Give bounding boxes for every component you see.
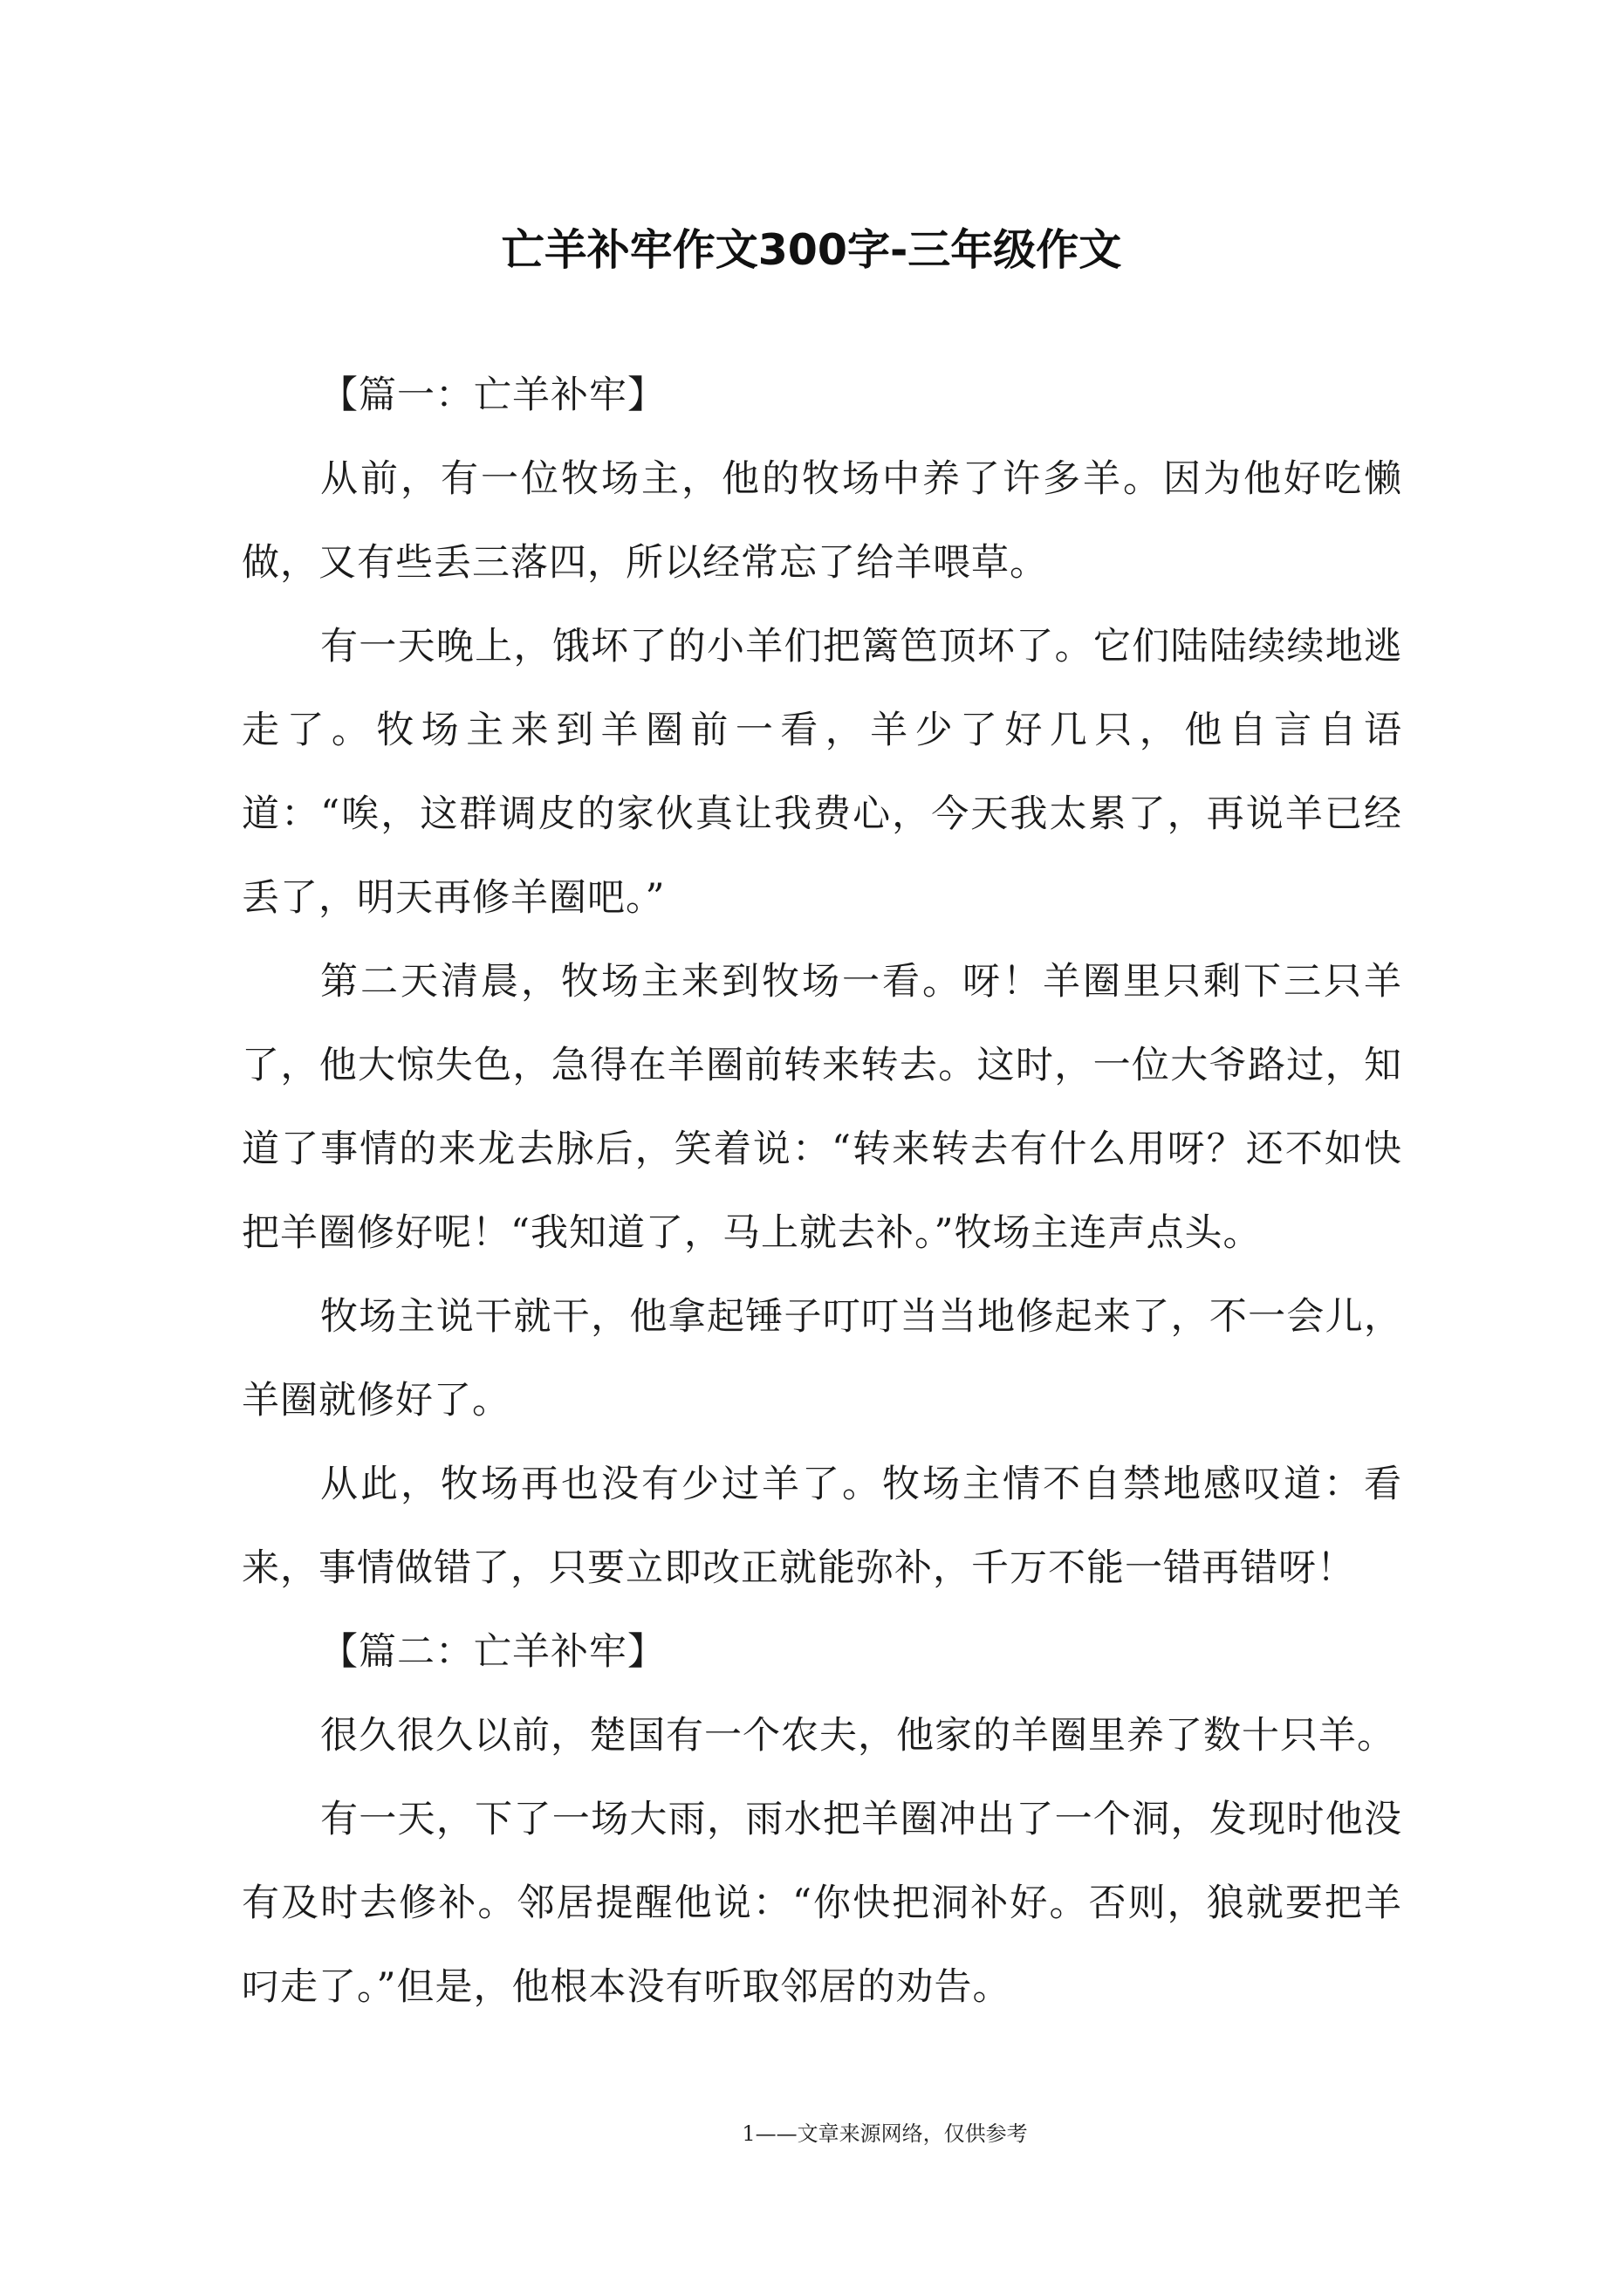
paragraph: 有一天晚上，饿坏了的小羊们把篱笆顶坏了。它们陆陆续续地逃走了。牧场主来到羊圈前一看，羊少了好几只，他自言自语道：“唉，这群调皮的家伙真让我费心，今天我太累了，再说羊已经丢了，明天再修羊圈吧。” <box>242 625 1402 920</box>
paragraph: 从此，牧场再也没有少过羊了。牧场主情不自禁地感叹道：看来，事情做错了，只要立即改正就能弥补，千万不能一错再错呀！ <box>242 1463 1402 1590</box>
page-footer: 1——文章来源网络，仅供参考 <box>742 2121 1028 2146</box>
section-heading-1: 【篇一：亡羊补牢】 <box>320 374 666 417</box>
paragraph: 很久很久以前，楚国有一个农夫，他家的羊圈里养了数十只羊。 <box>320 1714 1395 1758</box>
paragraph: 有一天，下了一场大雨，雨水把羊圈冲出了一个洞，发现时他没有及时去修补。邻居提醒他说：“你快把洞补好。否则，狼就要把羊叼走了。”但是，他根本没有听取邻居的劝告。 <box>242 1798 1402 2009</box>
document-body <box>242 353 1402 2029</box>
paragraph: 第二天清晨，牧场主来到牧场一看。呀！羊圈里只剩下三只羊了，他大惊失色，急得在羊圈前转来转去。这时，一位大爷路过，知道了事情的来龙去脉后，笑着说：“转来转去有什么用呀？还不如快把羊圈修好呢！“我知道了，马上就去补。”牧场主连声点头。 <box>242 960 1402 1255</box>
section-heading-2: 【篇二：亡羊补牢】 <box>320 1630 666 1674</box>
document-title: 亡羊补牢作文300字-三年级作文 <box>501 225 1122 275</box>
paragraph: 牧场主说干就干，他拿起锤子叮叮当当地修起来了，不一会儿，羊圈就修好了。 <box>242 1295 1402 1422</box>
paragraph: 从前，有一位牧场主，他的牧场中养了许多羊。因为他好吃懒做，又有些丢三落四，所以经常忘了给羊喂草。 <box>242 457 1402 585</box>
